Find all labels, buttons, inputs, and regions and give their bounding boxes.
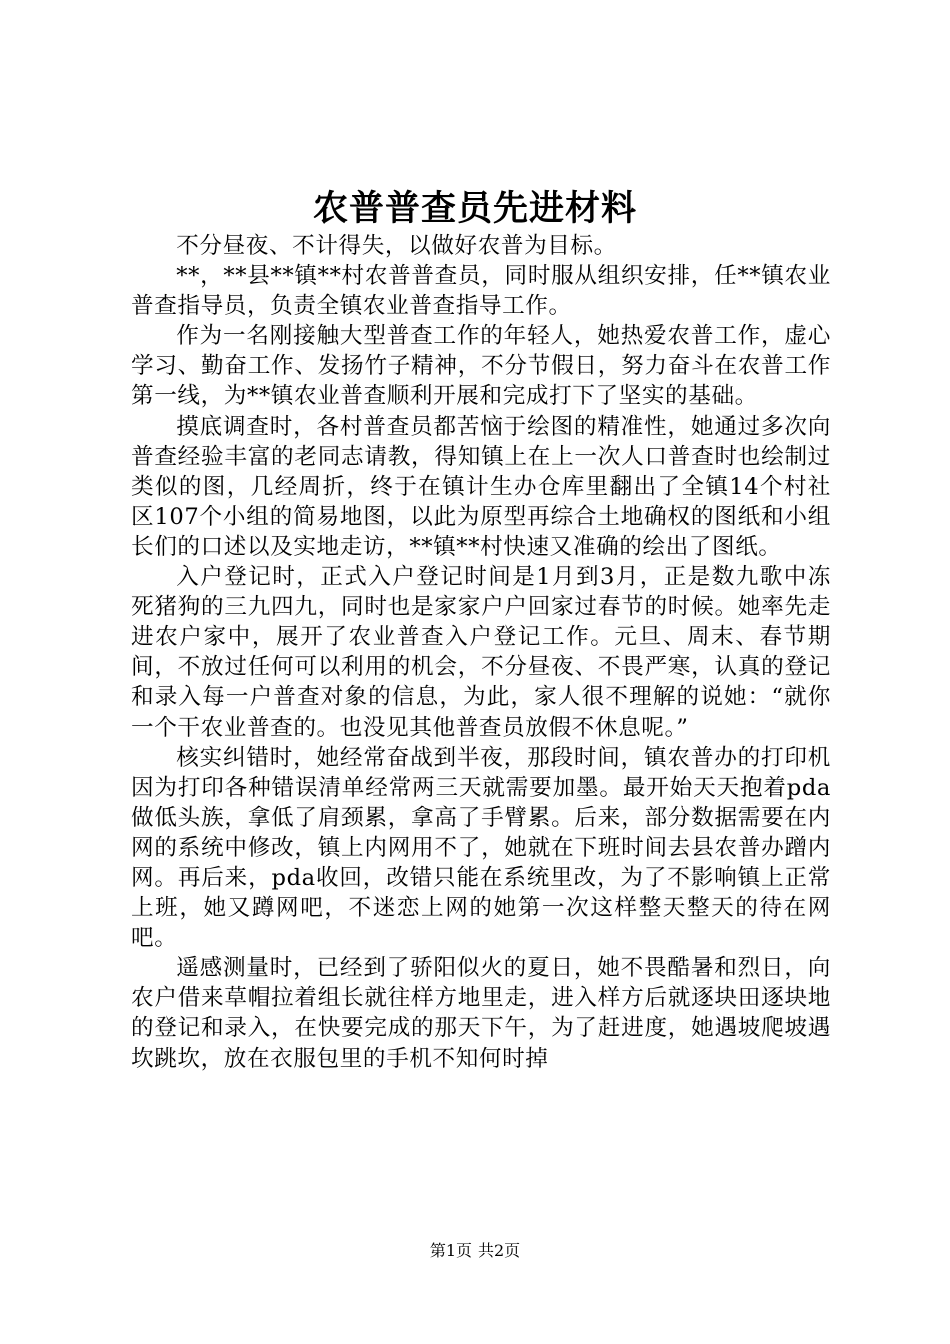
page-footer [0,1240,950,1262]
page-number: 第1页 [429,1241,472,1260]
paragraph-intro: 不分昼夜、不计得失，以做好农普为目标。 [176,233,617,259]
paragraph-error-correction: 核实纠错时，她经常奋战到半夜，那段时间，镇农普办的打印机因为打印各种错误清单经常两三天就需要加墨。最开始天天抱着pda做低头族，拿低了肩颈累，拿高了手臂累。后来，部分数据需要在内网的系统中修改，镇上内网用不了，她就在下班时间去县农普办蹭内网。再后来，pda收回，改错只能在系统里改，为了不影响镇上正常上班，她又蹲网吧，不迷恋上网的她第一次这样整天整天的待在网吧。 [131,744,831,952]
document-body [131,231,831,1074]
paragraph-survey-mapping: 摸底调查时，各村普查员都苦恼于绘图的精准性，她通过多次向普查经验丰富的老同志请教，得知镇上在上一次人口普查时也绘制过类似的图，几经周折，终于在镇计生办仓库里翻出了全镇14个村社区107个小组的简易地图，以此为原型再综合土地确权的图纸和小组长们的口述以及实地走访，**镇**村快速又准确的绘出了图纸。 [131,413,831,560]
paragraph-overview: 作为一名刚接触大型普查工作的年轻人，她热爱农普工作，虚心学习、勤奋工作、发扬竹子精神，不分节假日，努力奋斗在农普工作第一线，为**镇农业普查顺利开展和完成打下了坚实的基础。 [131,323,831,410]
paragraph-remote-sensing: 遥感测量时，已经到了骄阳似火的夏日，她不畏酷暑和烈日，向农户借来草帽拉着组长就往样方地里走，进入样方后就逐块田逐块地的登记和录入，在快要完成的那天下午，为了赶进度，她遇坡爬坡遇坎跳坎，放在衣服包里的手机不知何时掉 [131,955,831,1072]
paragraph-household-registration: 入户登记时，正式入户登记时间是1月到3月，正是数九歌中冻死猪狗的三九四九，同时也是家家户户回家过春节的时候。她率先走进农户家中，展开了农业普查入户登记工作。元旦、周末、春节期间，不放过任何可以利用的机会，不分昼夜、不畏严寒，认真的登记和录入每一户普查对象的信息，为此，家人很不理解的说她：“就你一个干农业普查的。也没见其他普查员放假不休息呢。” [131,564,831,741]
page-total: 共2页 [478,1241,521,1260]
paragraph-identity: **，**县**镇**村农普普查员，同时服从组织安排，任**镇农业普查指导员，负责全镇农业普查指导工作。 [131,263,831,320]
document-title: 农普普查员先进材料 [312,188,637,229]
